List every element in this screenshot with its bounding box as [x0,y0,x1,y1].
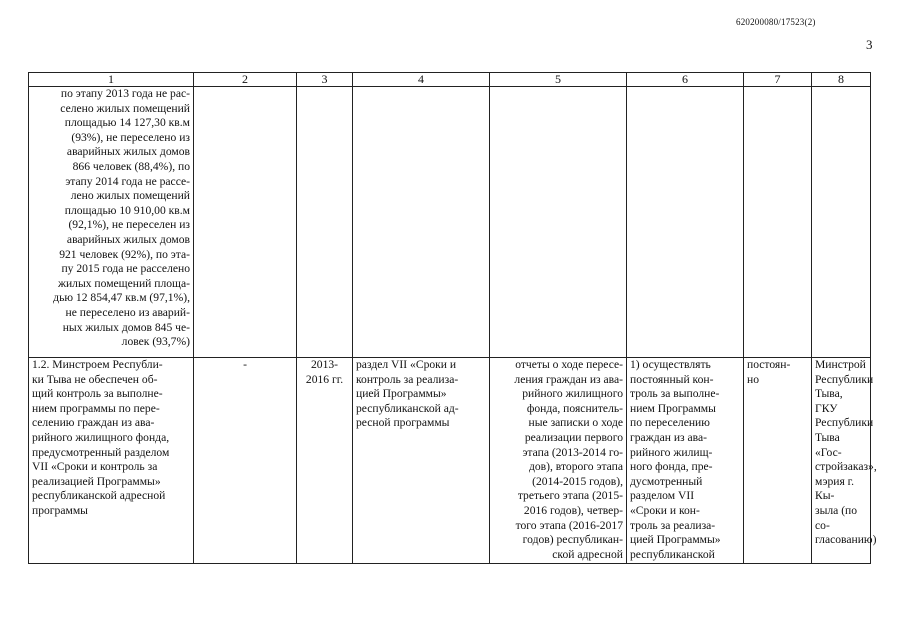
column-number: 2 [194,73,297,87]
deadline-cell: постоян- но [744,358,812,564]
measures-cell: 1) осуществлять постоянный кон- троль за выполне- нием Программы по переселению граждан из ава- рийного жилищ- ного фонда, пре- дусмотренный разделом VII «Сроки и кон- троль за реализа- цией Программы» республиканской [627,358,744,564]
document-code: 620200080/17523(2) [736,17,816,27]
table-row [29,358,871,564]
page-number: 3 [866,37,873,52]
document-table [28,72,877,564]
reports-cell: отчеты о ходе пересе- ления граждан из ава- рийного жилищного фонда, пояснитель- ные записки о ходе реализации первого этапа (2013-2014 го- дов), второго этапа (2014-2015 годов), третьего этапа (2015- 2016 годов), четвер- того этапа (2016-2017 годов) республикан- ской адресной [490,358,627,564]
column-number: 5 [490,73,627,87]
table-cell: - [194,358,297,564]
violation-description-cell: по этапу 2013 года не рас- селено жилых помещений площадью 14 127,30 кв.м (93%), не переселено из аварийных жилых домов 866 человек (88,4%), по этапу 2014 года не рассе- лено жилых помещений площадью 10 910,00 кв.м (92,1%), не переселен из аварийных жилых домов 921 человек (92%), по эта- пу 2015 года не расселено жилых помещений площа- дью 12 854,47 кв.м (97,1%), не переселено из аварий- ных жилых домов 845 че- ловек (93,7%) [29,87,194,358]
column-number: 6 [627,73,744,87]
column-number: 3 [297,73,353,87]
table-cell [812,87,871,358]
table-cell [627,87,744,358]
period-cell: 2013- 2016 гг. [297,358,353,564]
table-cell [744,87,812,358]
table-cell [194,87,297,358]
responsible-cell: Минстрой Республики Тыва, ГКУ Республики Тыва «Гос- стройзаказ», мэрия г. Кы- зыла (по со- гласованию) [812,358,871,564]
column-number: 1 [29,73,194,87]
column-number-row [29,73,871,87]
column-number: 4 [353,73,490,87]
table-cell [297,87,353,358]
table-row [29,87,871,358]
column-number: 7 [744,73,812,87]
program-section-cell: раздел VII «Сроки и контроль за реализа- цией Программы» республиканской ад- ресной программы [353,358,490,564]
table-cell [353,87,490,358]
violation-description-cell: 1.2. Минстроем Республи- ки Тыва не обеспечен об- щий контроль за выполне- нием программы по пере- селению граждан из ава- рийного жилищного фонда, предусмотренный разделом VII «Сроки и контроль за реализацией Программы» республиканской адресной программы [29,358,194,564]
column-number: 8 [812,73,871,87]
table-cell [490,87,627,358]
